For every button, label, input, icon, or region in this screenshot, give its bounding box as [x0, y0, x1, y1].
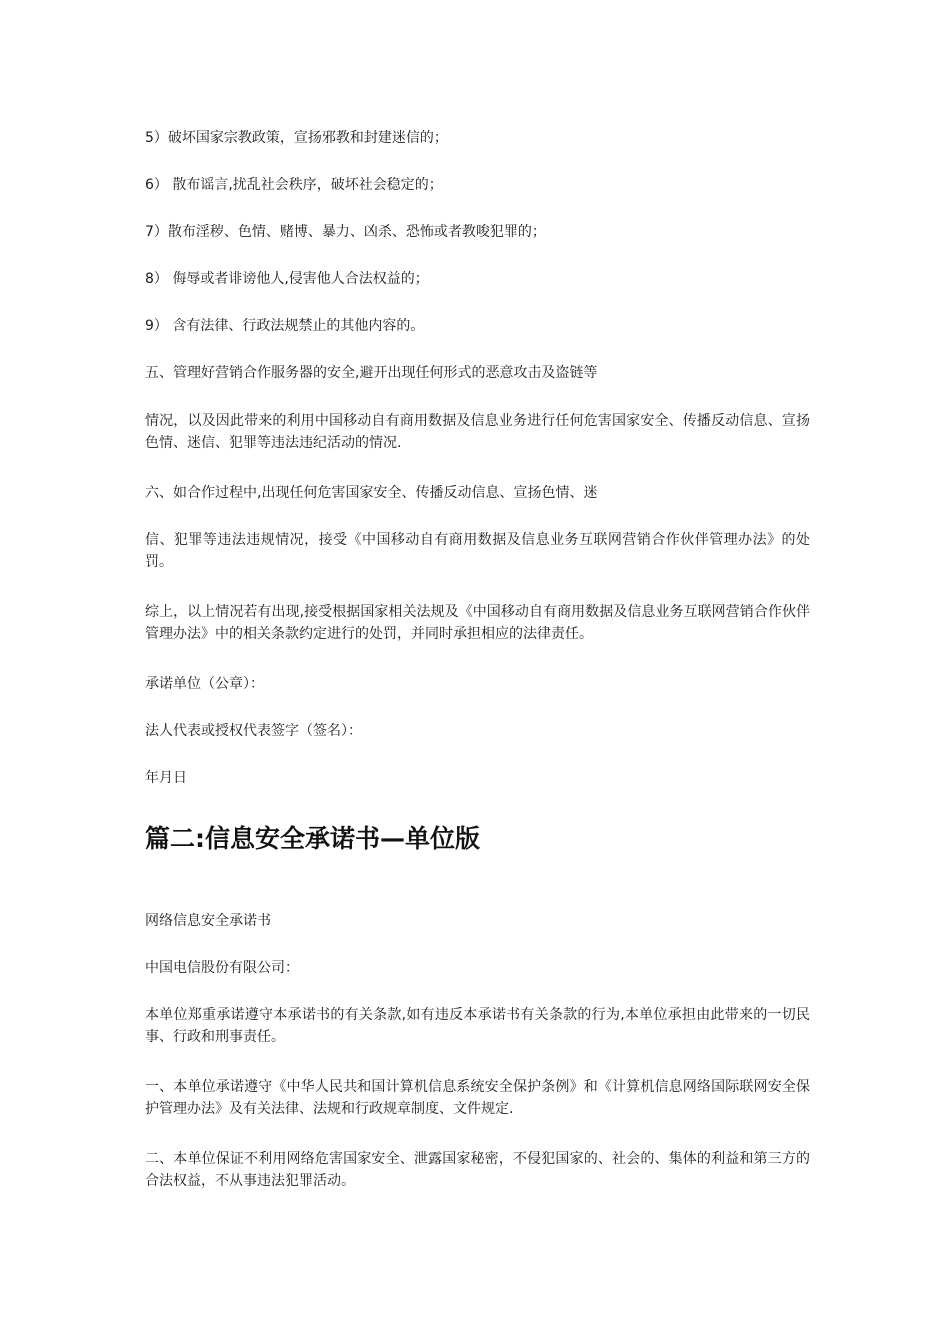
- paragraph-section-5: 五、管理好营销合作服务器的安全,避开出现任何形式的恶意攻击及盗链等: [145, 365, 598, 381]
- paragraph-clause-2: 二、本单位保证不利用网络危害国家安全、泄露国家秘密，不侵犯国家的、社会的、集体的利益和第三方的合法权益，不从事违法犯罪活动。: [145, 1151, 810, 1189]
- paragraph-section-5-cont: 情况，以及因此带来的利用中国移动自有商用数据及信息业务进行任何危害国家安全、传播反动信息、宣扬色情、迷信、犯罪等违法违纪活动的情况.: [145, 413, 810, 451]
- document-title: 网络信息安全承诺书: [145, 913, 271, 929]
- paragraph-clause-1: 一、本单位承诺遵守《中华人民共和国计算机信息系统安全保护条例》和《计算机信息网络国际联网安全保护管理办法》及有关法律、法规和行政规章制度、文件规定.: [145, 1079, 810, 1117]
- date-line: 年月日: [145, 770, 187, 786]
- addressee-line: 中国电信股份有限公司：: [145, 960, 299, 976]
- paragraph-item-5: 5）破坏国家宗教政策，宣扬邪教和封建迷信的；: [145, 130, 448, 146]
- paragraph-section-6: 六、如合作过程中,出现任何危害国家安全、传播反动信息、宣扬色情、迷: [145, 485, 598, 501]
- paragraph-summary: 综上，以上情况若有出现,接受根据国家相关法规及《中国移动自有商用数据及信息业务互联网营销合作伙伴管理办法》中的相关条款约定进行的处罚，并同时承担相应的法律责任。: [145, 604, 810, 642]
- paragraph-commitment: 本单位郑重承诺遵守本承诺书的有关条款,如有违反本承诺书有关条款的行为,本单位承担由此带来的一切民事、行政和刑事责任。: [145, 1007, 810, 1045]
- paragraph-item-8: 8） 侮辱或者诽谤他人,侵害他人合法权益的；: [145, 271, 429, 287]
- section-heading: 篇二:信息安全承诺书—单位版: [145, 824, 480, 853]
- paragraph-item-6: 6） 散布谣言,扰乱社会秩序，破坏社会稳定的；: [145, 177, 443, 193]
- signature-unit-line: 承诺单位（公章）：: [145, 676, 264, 692]
- paragraph-item-7: 7）散布淫秽、色情、赌博、暴力、凶杀、恐怖或者教唆犯罪的；: [145, 224, 546, 240]
- signature-representative-line: 法人代表或授权代表签字（签名）：: [145, 723, 362, 739]
- paragraph-section-6-cont: 信、犯罪等违法违规情况，接受《中国移动自有商用数据及信息业务互联网营销合作伙伴管理办法》的处罚。: [145, 532, 810, 570]
- paragraph-item-9: 9） 含有法律、行政法规禁止的其他内容的。: [145, 318, 425, 334]
